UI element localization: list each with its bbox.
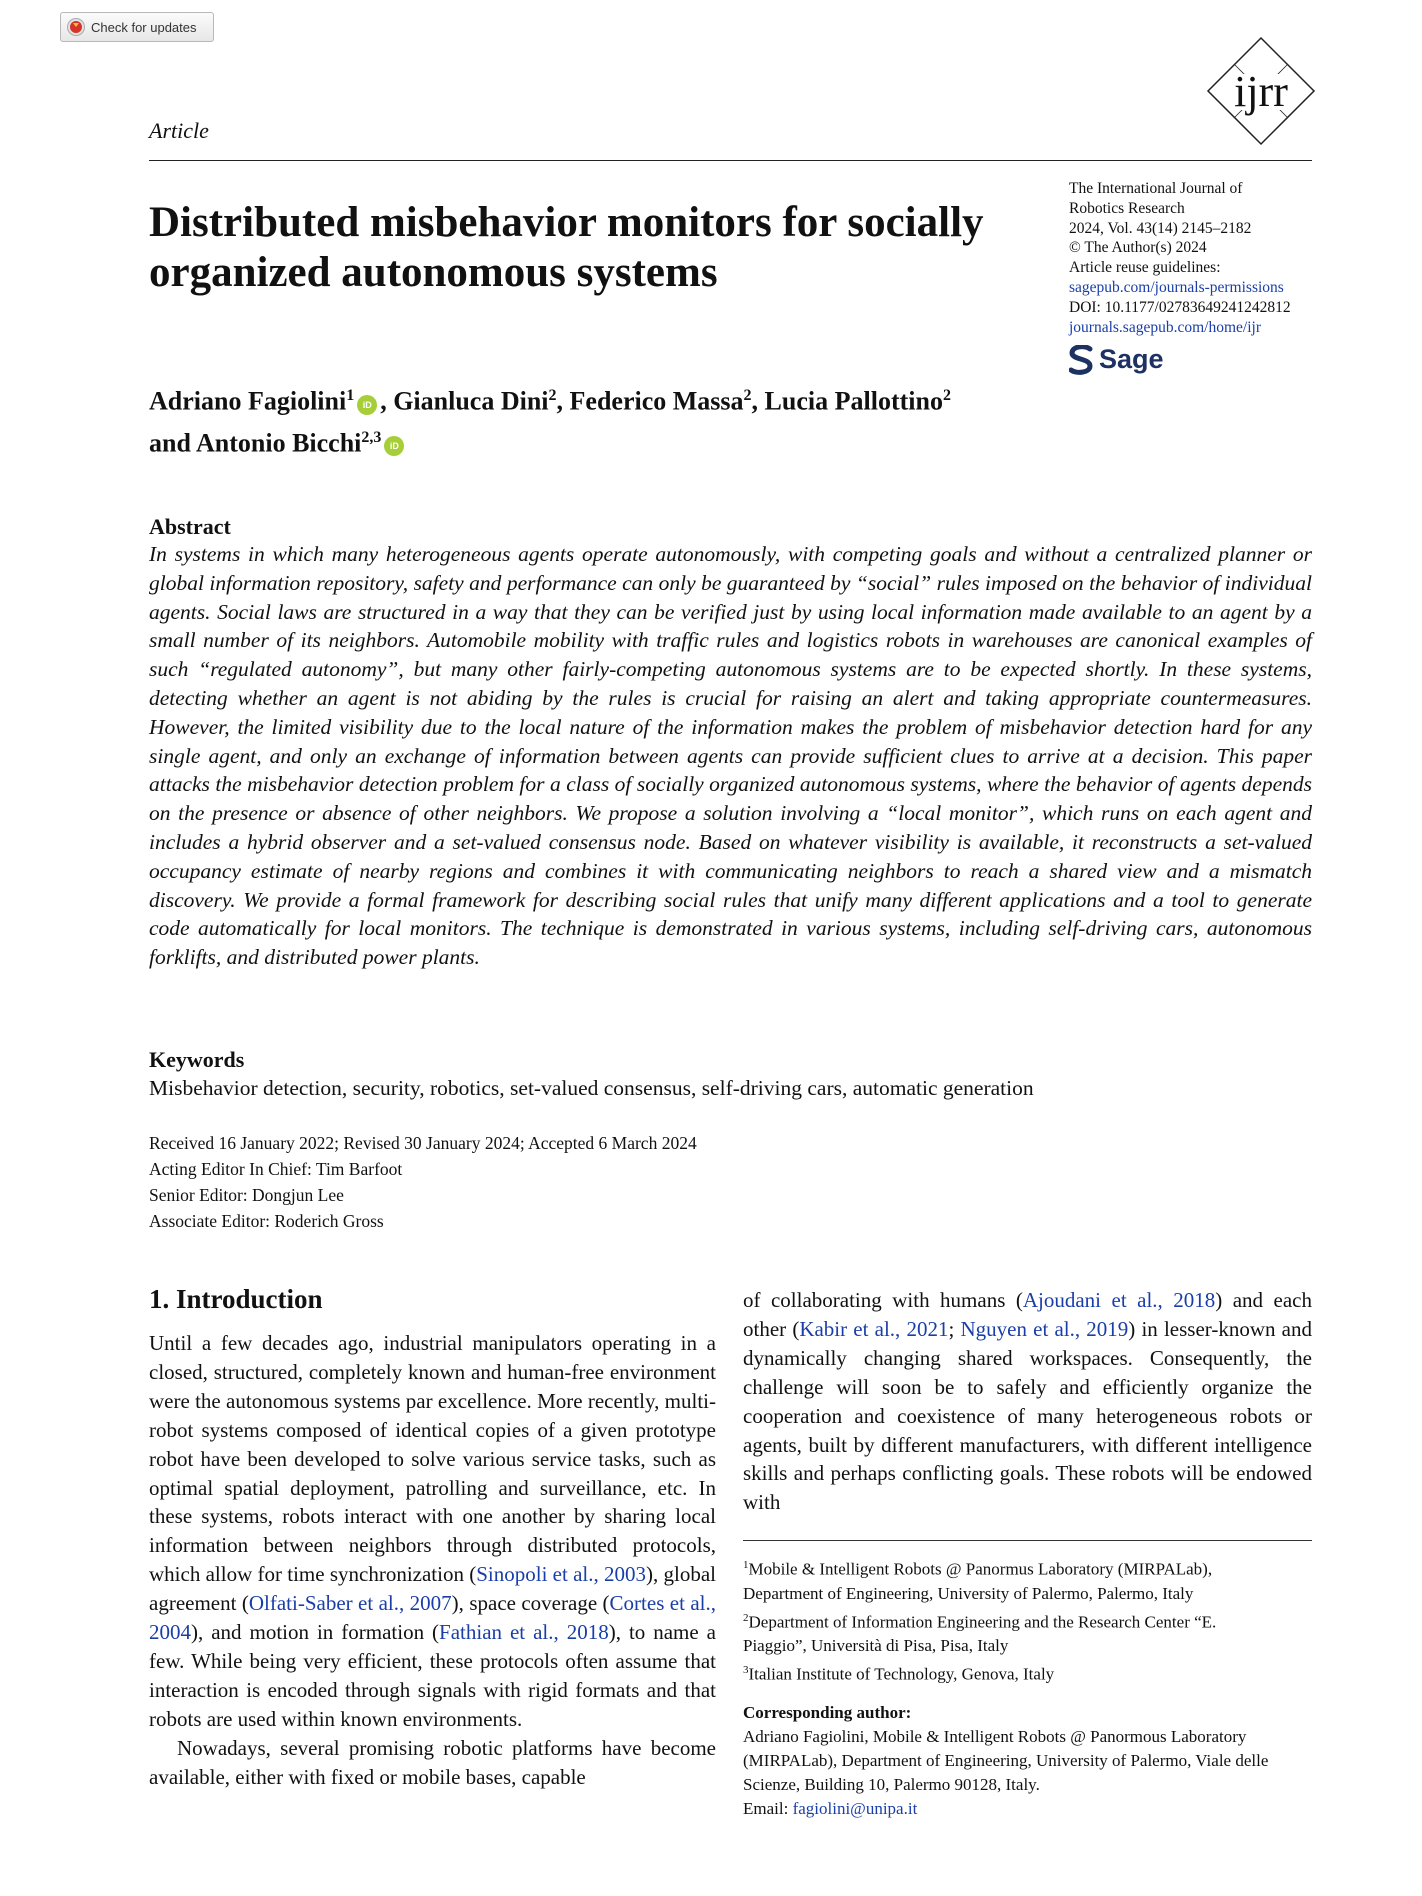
author-name: , Lucia Pallottino	[751, 386, 943, 416]
affiliation-1: $^1$Mobile & Intelligent Robots @ Panormus Laboratory (MIRPALab),	[743, 1559, 1213, 1579]
paper-title: Distributed misbehavior monitors for socially organized autonomous systems	[149, 199, 984, 296]
citation-link[interactable]: Kabir et al., 2021	[799, 1316, 949, 1341]
author-affiliation-mark: 2	[942, 387, 951, 404]
reuse-guidelines-label: Article reuse guidelines:	[1069, 259, 1221, 277]
acting-editor: Acting Editor In Chief: Tim Barfoot	[149, 1159, 403, 1179]
senior-editor: Senior Editor: Dongjun Lee	[149, 1185, 344, 1205]
citation-link[interactable]: Sinopoli et al., 2003	[476, 1562, 646, 1587]
check-for-updates-label: Check for updates	[91, 19, 197, 35]
journal-info	[1069, 179, 1329, 375]
author-affiliation-mark: 2	[743, 387, 752, 404]
paragraph: Until a few decades ago, industrial manipulators operating in a closed, structured, completely known and human-free environment were the autonomous systems par excellence. More recently, multi-robot systems composed of identical copies of a given prototype robot have been developed to solve various service tasks, such as optimal spatial deployment, patrolling and surveillance, etc. In these systems, robots interact with one another by sharing local information between neighbors through distributed protocols, which allow for time synchronization (Sinopoli et al., 2003), global agreement (Olfati-Saber et al., 2007), space coverage (Cortes et al., 2004), and motion in formation (Fathian et al., 2018), to name a few. While being very efficient, these protocols often assume that interaction is encoded through signals with rigid formats and that robots are used within known environments.	[149, 1331, 716, 1731]
associate-editor: Associate Editor: Roderich Gross	[149, 1211, 384, 1231]
journal-name-line1: The International Journal of	[1069, 180, 1243, 197]
ijrr-logo	[1206, 36, 1316, 146]
keywords-heading: Keywords	[149, 1047, 245, 1072]
journal-home-link[interactable]: journals.sagepub.com/home/ijr	[1069, 318, 1261, 336]
citation-link[interactable]: Fathian et al., 2018	[439, 1620, 609, 1645]
affiliation-2: $^2$Department of Information Engineering and the Research Center “E.	[743, 1611, 1217, 1632]
abstract-text: In systems in which many heterogeneous agents operate autonomously, with competing goals and without a centralized planner or global information repository, safety and performance can only be guaranteed by “social” rules imposed on the behavior of individual agents. Social laws are structured in a way that they can be verified just by using local information made available to an agent by a small number of its neighbors. Automobile mobility with traffic rules and logistics robots in warehouses are canonical examples of such “regulated autonomy”, but many other fairly-competing autonomous systems are to be expected shortly. In these systems, detecting whether an agent is not abiding by the rules is crucial for raising an alert and taking appropriate countermeasures. However, the limited visibility due to the local nature of the information makes the problem of misbehavior detection hard for any single agent, and only an exchange of information between agents can provide sufficient clues to arrive at a decision. This paper attacks the misbehavior detection problem for a class of socially organized autonomous systems, where the behavior of agents depends on the presence or absence of other neighbors. We propose a solution involving a “local monitor”, which runs on each agent and includes a hybrid observer and a set-valued consensus node. Based on whatever visibility is available, it reconstructs a set-valued occupancy estimate of nearby regions and combines it with communicating neighbors to reach a shared view and a mismatch discovery. We provide a formal framework for describing social rules that unify many different applications and a tool to generate code automatically for local monitors. The technique is demonstrated in various systems, including self-driving cars, autonomous forklifts, and distributed power plants.	[149, 542, 1312, 970]
citation-link[interactable]: Cortes et al., 2004	[149, 1591, 716, 1645]
author-name: , Federico Massa	[556, 386, 744, 416]
sage-wordmark: Sage	[1099, 344, 1164, 375]
citation-link[interactable]: Ajoudani et al., 2018	[1022, 1288, 1216, 1312]
permissions-link[interactable]: sagepub.com/journals-permissions	[1069, 278, 1284, 296]
article-type-label: Article	[149, 118, 209, 143]
footnote-divider	[743, 1540, 1312, 1541]
corresponding-author-heading: Corresponding author:	[743, 1703, 912, 1722]
orcid-icon[interactable]: iD	[357, 395, 377, 415]
author-name: and Antonio Bicchi	[149, 428, 362, 458]
sage-s-icon	[1069, 345, 1093, 375]
editorial-metadata	[149, 1130, 697, 1234]
citation-link[interactable]: Nguyen et al., 2019	[960, 1316, 1129, 1341]
abstract-heading: Abstract	[149, 514, 231, 539]
email-link[interactable]: fagiolini@unipa.it	[792, 1799, 918, 1818]
check-for-updates-icon	[67, 18, 85, 36]
corresponding-author-email-line: Email: fagiolini@unipa.it	[743, 1799, 918, 1818]
section-heading-introduction: 1. Introduction	[149, 1284, 323, 1314]
author-name: , Gianluca Dini	[380, 386, 549, 416]
author-affiliation-mark: 2	[548, 387, 557, 404]
author-name: Adriano Fagiolini	[149, 386, 347, 416]
body-column-left	[149, 1329, 716, 1792]
affiliations: $^1$Mobile & Intelligent Robots @ Panormus Laboratory (MIRPALab), Department of Engineering, University of Palermo, Palermo, Italy $^2$Department of Information Engineering and the Research Center “E. Piaggio”, Università di Pisa, Pisa, Italy $^3$Italian Institute of Technology, Genova, Italy	[743, 1553, 1312, 1687]
orcid-icon[interactable]: iD	[384, 436, 404, 456]
author-affiliation-mark: 2,3	[361, 428, 382, 446]
journal-volume: 2024, Vol. 43(14) 2145–2182	[1069, 219, 1252, 237]
svg-text:ijrr: ijrr	[1234, 67, 1288, 116]
corresponding-author	[743, 1701, 1312, 1821]
doi-text: DOI: 10.1177/02783649241242812	[1069, 298, 1291, 316]
check-for-updates-button[interactable]	[60, 12, 214, 42]
journal-name-line2: Robotics Research	[1069, 199, 1185, 217]
citation-link[interactable]: Olfati-Saber et al., 2007	[248, 1591, 452, 1616]
author-list	[149, 378, 1089, 461]
header-divider	[149, 160, 1312, 161]
keywords-text: Misbehavior detection, security, robotics, set-valued consensus, self-driving cars, automatic generation	[149, 1076, 1034, 1100]
affiliation-3: $^3$Italian Institute of Technology, Genova, Italy	[743, 1664, 1055, 1684]
paragraph: Nowadays, several promising robotic platforms have become available, either with fixed or mobile bases, capable	[149, 1735, 716, 1789]
corresponding-author-address: Adriano Fagiolini, Mobile & Intelligent Robots @ Panormous Laboratory (MIRPALab), Department of Engineering, University of Palermo, Viale delle Scienze, Building 10, Palermo 90128, Italy.	[743, 1727, 1269, 1794]
author-affiliation-mark: 1	[346, 387, 355, 404]
journal-copyright: © The Author(s) 2024	[1069, 239, 1207, 257]
sage-logo	[1069, 345, 1329, 375]
received-dates: Received 16 January 2022; Revised 30 January 2024; Accepted 6 March 2024	[149, 1133, 697, 1153]
body-column-right: of collaborating with humans (Ajoudani et al., 2018) and each other (Kabir et al., 2021; Nguyen et al., 2019) in lesser-known and dynamically changing shared workspaces. Consequently, the challenge will soon be to safely and efficiently organize the cooperation and coexistence of many heterogeneous robots or agents, built by different manufacturers, with different intelligence skills and perhaps conflicting goals. These robots will be endowed with	[743, 1288, 1312, 1515]
